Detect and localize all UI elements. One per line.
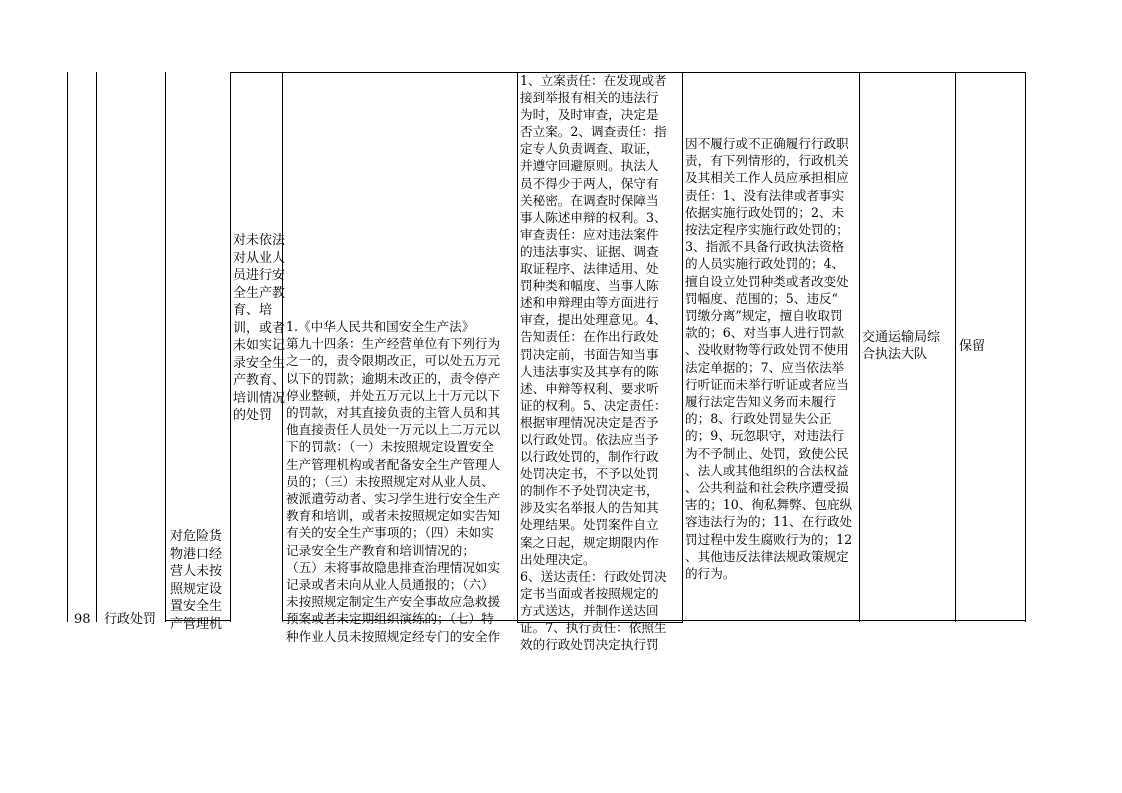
responsibility-line: 的违法事实、证据、调查: [520, 243, 659, 259]
responsibility-line: 告知责任：在作出行政处: [520, 329, 659, 345]
accountability-line: 履行法定告知义务而未履行: [685, 394, 837, 410]
accountability-line: 害的；10、徇私舞弊、包庇纵: [685, 497, 853, 513]
responsibility-line: 审查责任：应对违法案件: [520, 226, 659, 242]
accountability-line: 、没收财物等行政处罚不使用: [685, 342, 849, 358]
responsibility-line: 审查，提出处理意见。4、: [520, 312, 667, 328]
responsibility-line: 接到举报有相关的违法行: [520, 90, 659, 106]
accountability-line: 的；8、行政处罚显失公正: [685, 411, 832, 427]
responsibility-line: 根据审理情况决定是否予: [520, 414, 659, 430]
responsibility-line: 述、申辩等权利、要求听: [520, 380, 659, 396]
basis-line: 下的罚款：（一）未按照规定设置安全: [286, 439, 494, 455]
accountability-line: 罚过程中发生腐败行为的；12: [685, 531, 853, 547]
responsibility-line: 方式送达，并制作送达回: [520, 602, 659, 618]
responsibility-line: 人违法事实及其享有的陈: [520, 363, 659, 379]
accountability-line: 的；9、玩忽职守，对违法行: [685, 428, 845, 444]
responsibility-line: 事人陈述申辩的权利。3、: [520, 209, 667, 225]
legal-basis-cell: [286, 318, 518, 645]
responsibility-line: 效的行政处罚决定执行罚: [520, 637, 659, 653]
row-number: 98: [74, 612, 91, 627]
responsibility-line: 案之日起，规定期限内作: [520, 534, 659, 550]
accountability-line: 依据实施行政处罚的；2、未: [685, 204, 845, 220]
accountability-line: 责任：1、没有法律或者事实: [685, 187, 845, 203]
item-name-cell: 对危险货物港口经营人未按照规定设置安全生产管理机: [170, 529, 223, 632]
department-cell: 交通运输局综合执法大队: [862, 330, 941, 363]
basis-line: 有关的安全生产事项的；（四）未如实: [286, 525, 494, 541]
accountability-line: 罚幅度、范围的；5、违反“: [685, 290, 838, 306]
basis-line: 1.《中华人民共和国安全生产法》: [286, 319, 475, 334]
responsibility-line: 证的权利。5、决定责任：: [520, 397, 667, 413]
responsibility-line: 的制作不予处罚决定书，: [520, 483, 659, 499]
accountability-line: 罚缴分离”规定，擅自收取罚: [685, 308, 843, 324]
responsibility-line: 罚种类和幅度、当事人陈: [520, 278, 659, 294]
responsibility-cell: [520, 72, 682, 653]
basis-line: 他直接责任人员处一万元以上二万元以: [286, 422, 501, 438]
accountability-line: 款的；6、对当事人进行罚款: [685, 325, 845, 341]
accountability-line: 按法定程序实施行政处罚的；: [685, 222, 849, 238]
basis-line: 种作业人员未按照规定经专门的安全作: [286, 628, 501, 644]
responsibility-line: 述和申辩理由等方面进行: [520, 295, 659, 311]
accountability-line: 的人员实施行政处罚的；4、: [685, 256, 845, 272]
basis-line: 记录或者未向从业人员通报的；（六）: [286, 577, 494, 593]
accountability-cell: [685, 135, 861, 582]
accountability-line: 行听证而未举行听证或者应当: [685, 376, 849, 392]
accountability-line: 为不予制止、处罚，致使公民: [685, 445, 849, 461]
basis-line: 记录安全生产教育和培训情况的；: [286, 542, 475, 558]
basis-line: 教育和培训，或者未按照规定如实告知: [286, 508, 501, 524]
responsibility-line: 6、送达责任：行政处罚决: [520, 568, 667, 584]
basis-line: 预案或者未定期组织演练的；（七）特: [286, 611, 494, 627]
basis-line: 生产管理机构或者配备安全生产管理人: [286, 456, 501, 472]
responsibility-line: 处理结果。处罚案件自立: [520, 517, 659, 533]
basis-line: 未按照规定制定生产安全事故应急救援: [286, 594, 501, 610]
table-body: [0, 72, 1122, 653]
responsibility-line: 否立案。2、调查责任：指: [520, 124, 667, 140]
basis-line: 停业整顿，并处五万元以上十万元以下: [286, 387, 501, 403]
responsibility-line: 出处理决定。: [520, 551, 596, 567]
responsibility-line: 并遵守回避原则。执法人: [520, 158, 659, 174]
note-cell: 保留: [959, 339, 986, 354]
responsibility-line: 关秘密。在调查时保障当: [520, 192, 659, 208]
sub-item-cell: 对未依法对从业人员进行安全生产教育、培训，或者未如实记录安全生产教育、培训情况的处罚: [233, 233, 286, 423]
category-cell: 行政处罚: [104, 612, 157, 627]
basis-line: 的罚款，对其直接负责的主管人员和其: [286, 405, 501, 421]
basis-line: 之一的，责令限期改正，可以处五万元: [286, 353, 501, 369]
accountability-line: 因不履行或不正确履行行政职: [685, 136, 849, 151]
basis-line: 以下的罚款；逾期未改正的，责令停产: [286, 370, 501, 386]
accountability-line: 法定单据的；7、应当依法举: [685, 359, 845, 375]
basis-line: 员的；（三）未按照规定对从业人员、: [286, 473, 494, 489]
responsibility-line: 1、立案责任：在发现或者: [520, 73, 667, 88]
responsibility-line: 定书当面或者按照规定的: [520, 585, 659, 601]
basis-line: （五）未将事故隐患排查治理情况如实: [286, 559, 501, 575]
accountability-line: 、其他违反法律法规政策规定: [685, 548, 849, 564]
accountability-line: 容违法行为的；11、在行政处: [685, 514, 853, 530]
accountability-line: 、法人或其他组织的合法权益: [685, 462, 849, 478]
accountability-line: 、公共利益和社会秩序遭受损: [685, 480, 849, 496]
responsibility-line: 取证程序、法律适用、处: [520, 261, 659, 277]
responsibility-line: 员不得少于两人，保守有: [520, 175, 659, 191]
responsibility-line: 处罚决定书，不予以处罚: [520, 466, 659, 482]
responsibility-line: 为时，及时审查，决定是: [520, 107, 659, 123]
accountability-line: 擅自设立处罚种类或者改变处: [685, 273, 849, 289]
accountability-line: 责，有下列情形的，行政机关: [685, 153, 849, 169]
responsibility-line: 证。7、执行责任：依照生: [520, 620, 667, 635]
basis-line: 第九十四条：生产经营单位有下列行为: [286, 336, 501, 352]
responsibility-line: 以行政处罚的，制作行政: [520, 449, 659, 465]
accountability-line: 3、指派不具备行政执法资格: [685, 239, 845, 255]
responsibility-line: 以行政处罚。依法应当予: [520, 431, 659, 447]
accountability-line: 及其相关工作人员应承担相应: [685, 170, 849, 186]
basis-line: 被派遣劳动者、实习学生进行安全生产: [286, 491, 501, 507]
responsibility-line: 定专人负责调查、取证，: [520, 141, 659, 157]
responsibility-line: 涉及实名举报人的告知其: [520, 500, 659, 516]
accountability-line: 的行为。: [685, 566, 736, 582]
responsibility-line: 罚决定前，书面告知当事: [520, 346, 659, 362]
